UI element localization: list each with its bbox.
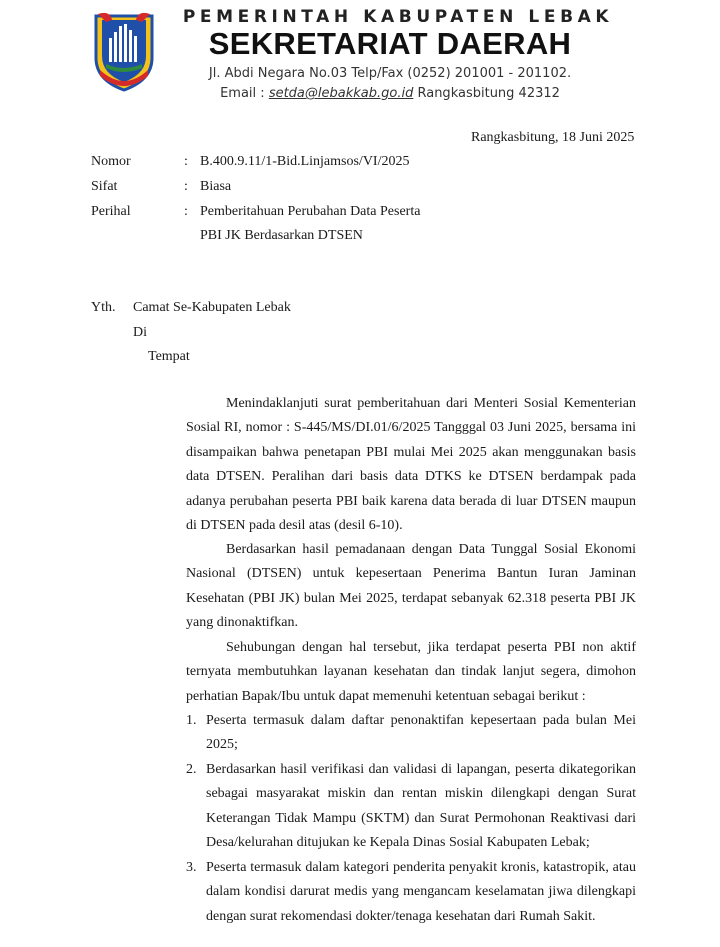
meta-label-sifat: Sifat [91,179,118,194]
list-item [186,856,636,929]
recipient-di: Di [133,325,147,340]
office-name: SEKRETARIAT DAERAH [208,26,572,61]
email-link[interactable]: setda@lebakkab.go.id [268,86,414,101]
meta-value-perihal-line2: PBI JK Berdasarkan DTSEN [200,228,363,243]
recipient-tempat: Tempat [148,349,190,364]
meta-colon: : [184,179,188,194]
meta-value-sifat: Biasa [200,179,232,194]
meta-label-nomor: Nomor [91,154,131,169]
meta-colon: : [184,154,188,169]
list-item-text: Peserta termasuk dalam kategori penderita penyakit kronis, katastropik, atau dalam kondisi darurat medis yang mengancam keselamatan jiwa dilengkapi dengan surat rekomendasi dokter/tenaga kesehatan dari Rumah Sakit. [206,860,636,924]
meta-value-nomor: B.400.9.11/1-Bid.Linjamsos/VI/2025 [200,154,410,169]
list-item [186,709,636,758]
office-address: Jl. Abdi Negara No.03 Telp/Fax (0252) 201001 - 201102. [208,66,572,81]
place-date: Rangkasbitung, 18 Juni 2025 [471,130,635,145]
body-paragraph-3: Sehubungan dengan hal tersebut, jika terdapat peserta PBI non aktif ternyata membutuhkan layanan kesehatan dan tindak lanjut segera, dimohon perhatian Bapak/Ibu untuk dapat memenuhi ketentuan sebagai berikut : [186,640,636,704]
letterhead [0,0,720,110]
recipient-name: Camat Se-Kabupaten Lebak [133,300,291,315]
yth-label: Yth. [91,300,116,315]
body-paragraph-2: Berdasarkan hasil pemadanaan dengan Data Tunggal Sosial Ekonomi Nasional (DTSEN) untuk kepesertaan Penerima Bantun Iuran Jaminan Kesehatan (PBI JK) bulan Mei 2025, terdapat sebanyak 62.318 peserta PBI JK yang dinonaktifkan. [186,542,636,631]
list-item-text: Peserta termasuk dalam daftar penonaktifan kepesertaan pada bulan Mei 2025; [206,713,636,753]
lebak-regency-emblem-icon [92,10,156,94]
email-label: Email : [220,86,265,101]
list-item-text: Berdasarkan hasil verifikasi dan validasi di lapangan, peserta dikategorikan sebagai masyarakat miskin dan rentan miskin dilengkapi dengan Surat Keterangan Tidak Mampu (SKTM) dan Surat Permohonan Reaktivasi dari Desa/kelurahan ditujukan ke Kepala Dinas Sosial Kabupaten Lebak; [206,762,636,851]
city-postal: Rangkasbitung 42312 [417,86,560,101]
contact-line [190,86,590,101]
list-item [186,758,636,856]
meta-label-perihal: Perihal [91,204,131,219]
meta-colon: : [184,204,188,219]
government-name: PEMERINTAH KABUPATEN LEBAK [182,7,614,27]
list-item-number: 1. [186,713,197,728]
list-item-number: 3. [186,860,197,875]
list-item-number: 2. [186,762,197,777]
meta-value-perihal: Pemberitahuan Perubahan Data Peserta [200,204,421,219]
body-paragraph-1: Menindaklanjuti surat pemberitahuan dari Menteri Sosial Kementerian Sosial RI, nomor : S-445/MS/DI.01/6/2025 Tangggal 03 Juni 2025, bersama ini disampaikan bahwa penetapan PBI mulai Mei 2025 akan menggunakan basis data DTSEN. Peralihan dari basis data DTKS ke DTSEN berdampak pada adanya perubahan peserta PBI baik karena data berada di luar DTSEN maupun di DTSEN pada desil atas (desil 6-10). [186,396,636,534]
